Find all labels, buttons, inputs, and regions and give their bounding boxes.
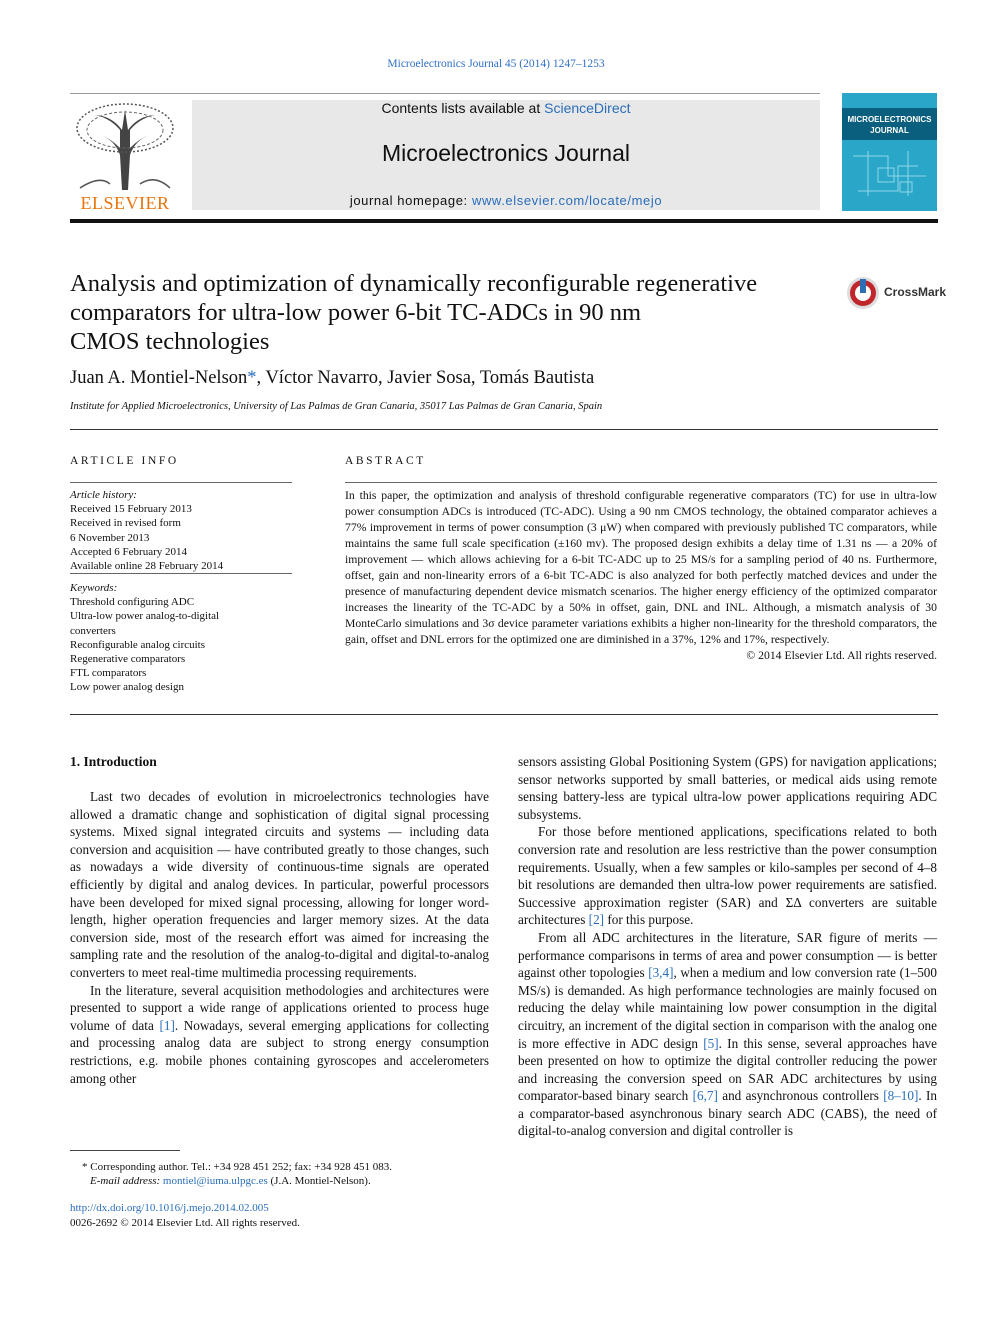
history-item: Accepted 6 February 2014 [70, 545, 187, 558]
divider [345, 482, 937, 483]
footnote-divider [70, 1150, 180, 1151]
cover-title: MICROELECTRONICS JOURNAL [847, 115, 932, 135]
keywords-label: Keywords: [70, 582, 118, 594]
publisher-name: ELSEVIER [80, 193, 170, 213]
text-run: From all ADC architectures in the literature, SAR figure of merits — performance comparisons in terms of area and power consumption — is better against other topologies [518, 929, 937, 981]
author-name[interactable]: Juan A. Montiel-Nelson [70, 368, 248, 388]
text-run: . Nowadays, several emerging applications for collecting and processing analog data are subject to strong energy consumption restrictions, e.g. mobile phones containing gyroscopes and accelerometers among other [70, 1017, 489, 1086]
keyword: Reconfigurable analog circuits [70, 638, 206, 651]
keywords [70, 581, 292, 695]
history-label: Article history: [70, 489, 137, 501]
sciencedirect-link[interactable]: ScienceDirect [544, 100, 631, 116]
text-run: In the literature, several acquisition methodologies and architectures were presented to support a wide range of applications oriented to process huge volume of data [70, 982, 489, 1033]
keyword: Regenerative comparators [70, 653, 186, 666]
keyword: FTL comparators [70, 667, 147, 680]
affiliation: Institute for Applied Microelectronics, University of Las Palmas de Gran Canaria, 35017 Las Palmas de Gran Canaria, Spain [70, 401, 603, 412]
divider [70, 482, 292, 483]
abstract-copyright: © 2014 Elsevier Ltd. All rights reserved. [746, 649, 937, 662]
abstract-heading: ABSTRACT [345, 455, 426, 467]
left-column [70, 788, 489, 1087]
paper-title [70, 269, 830, 356]
corresponding-author-mark[interactable]: * [247, 368, 257, 388]
title-line: comparators for ultra-low power 6-bit TC-ADCs in 90 nm [70, 299, 642, 326]
citation-link[interactable]: [5] [703, 1035, 719, 1051]
header-thick-rule [70, 219, 938, 223]
homepage-link[interactable]: www.elsevier.com/locate/mejo [471, 193, 663, 208]
footnote-corresponding: * Corresponding author. Tel.: +34 928 451 252; fax: +34 928 451 083. [82, 1161, 392, 1173]
doi-link[interactable]: http://dx.doi.org/10.1016/j.mejo.2014.02.005 [70, 1202, 269, 1214]
paragraph [70, 982, 489, 1088]
contents-prefix: Contents lists available at [381, 100, 545, 116]
cover-circuit-pattern-icon [848, 146, 931, 202]
author-list [70, 368, 594, 389]
history-item: Received in revised form [70, 517, 181, 530]
email-label: E-mail address: [90, 1175, 163, 1187]
right-column [518, 753, 937, 1140]
abstract-text: In this paper, the optimization and analysis of threshold configurable regenerative comparators (TC) for use in ultra-low power consumption ADCs is introduced (TC-ADC). Using a 90 nm CMOS technology, the obtained comparator achieves a 77% improvement in terms of power consumption (3 μW) when compared with previously published TC comparators, while maintains the same full scale specification (±160 mv). The proposed design exhibits a delay time of 1.31 ns — a 20% of improvement — which allows achieving for a 6-bit TC-ADC up to 25 MS/s for a sampling period of 40 ns. Furthermore, offset, gain and non-linearity errors of a 6-bit TC-ADC is also analyzed for both perfectly matched devices and under the presence of manufacturing dependent device mismatch scenarios. The higher energy efficiency of the optimized comparator increases the linearity of the TC-ADC by a 50% in offset, gain, DNL and INL. Although, a mismatch analysis of 30 MonteCarlo simulations and 3σ device parameter variations exhibits a higher non-linearity for the threshold comparators, the gain, offset and DNL errors for the optimized one are diminished in a 37%, 12% and 17%, respectively. [345, 489, 937, 646]
footnote-email [90, 1174, 490, 1188]
paragraph [518, 929, 937, 1140]
text-run: for this purpose. [604, 912, 694, 928]
citation-link[interactable]: [6,7] [692, 1088, 718, 1104]
email-suffix: (J.A. Montiel-Nelson). [267, 1175, 371, 1187]
journal-title: Microelectronics Journal [382, 140, 630, 166]
crossmark-icon[interactable] [846, 276, 880, 310]
section-heading: 1. Introduction [70, 754, 157, 769]
citation-link[interactable]: [8–10] [883, 1088, 919, 1104]
text-run: . In a comparator-based asynchronous binary search ADC (CABS), the need of digital-to-analog conversion and digital controller is [518, 1088, 937, 1139]
homepage-line [192, 193, 820, 208]
paragraph: sensors assisting Global Positioning System (GPS) for navigation applications; sensor networks supported by small batteries, or medical aids using remote sensing battery-less are typical ultra-low power applications requiring ADC subsystems. [518, 754, 937, 822]
history-item: Received 15 February 2013 [70, 503, 192, 516]
abstract-body [345, 488, 937, 664]
title-line: CMOS technologies [70, 328, 270, 355]
text-run: , when a medium and low conversion rate (1–500 MS/s) is demanded. As high performance technologies are mainly focused on reducing the delay while maintaining low power consumption in the digital circuitry, an increment of the digital section in comparison with the analog one is more effective in ADC design [518, 965, 937, 1051]
author-names: , Víctor Navarro, Javier Sosa, Tomás Bautista [256, 368, 595, 388]
citation-link[interactable]: [3,4] [648, 965, 674, 981]
title-line: Analysis and optimization of dynamically reconfigurable regenerative [70, 270, 758, 297]
issn-line: 0026-2692 © 2014 Elsevier Ltd. All rights reserved. [70, 1217, 300, 1229]
text-run: For those before mentioned applications, specifications related to both conversion rate and resolution are less restrictive than the power consumption requirements. Usually, when a few samples or kilo-samples per second of 4–8 bit resolutions are demanded then ultra-low power requirements are satisfied. Successive approximation register (SAR) and ΣΔ converters are suitable architectures [518, 824, 937, 928]
divider [70, 714, 938, 715]
history-item: Available online 28 February 2014 [70, 560, 224, 573]
paragraph: Last two decades of evolution in microelectronics technologies have allowed a dramatic change and sophistication of digital signal processing systems. Mixed signal integrated circuits and systems — including data conversion and acquisition — have contributed greatly to those changes, such as nowadays a wide diversity of continuous-time signals are operated efficiently by digital and analog devices. In particular, powerful processors have been developed for mixed signal processing, allowing for longer word-length, higher operation frequencies and larger memory sizes. At the data conversion side, most of the research effort was aimed for increasing the sampling rate and the resolution of the analog-to-digital and digital-to-analog converters to meet real-time multimedia processing requirements. [70, 789, 489, 980]
email-link[interactable]: montiel@iuma.ulpgc.es [162, 1175, 268, 1187]
keyword: converters [70, 624, 116, 637]
history-item: 6 November 2013 [70, 531, 150, 544]
homepage-prefix: journal homepage: [349, 193, 472, 208]
keyword: Ultra-low power analog-to-digital [70, 610, 220, 623]
article-history [70, 488, 292, 573]
keyword: Threshold configuring ADC [70, 596, 195, 609]
text-run: . In this sense, several approaches have been presented on how to optimize the digital controller reducing the power and increasing the conversion speed on SAR ADC architectures by using comparator-based binary search [518, 1035, 937, 1104]
header-divider [70, 93, 820, 94]
divider [70, 573, 292, 574]
citation-link[interactable]: [2] [588, 912, 605, 928]
paragraph [518, 823, 937, 929]
keyword: Low power analog design [70, 681, 184, 694]
crossmark-label[interactable]: CrossMark [884, 285, 947, 299]
divider [70, 429, 938, 430]
journal-citation[interactable]: Microelectronics Journal 45 (2014) 1247–1253 [387, 58, 605, 70]
article-info-heading: ARTICLE INFO [70, 455, 179, 467]
citation-link[interactable]: [1] [159, 1017, 175, 1033]
text-run: and asynchronous controllers [717, 1088, 884, 1104]
contents-line [192, 100, 820, 116]
